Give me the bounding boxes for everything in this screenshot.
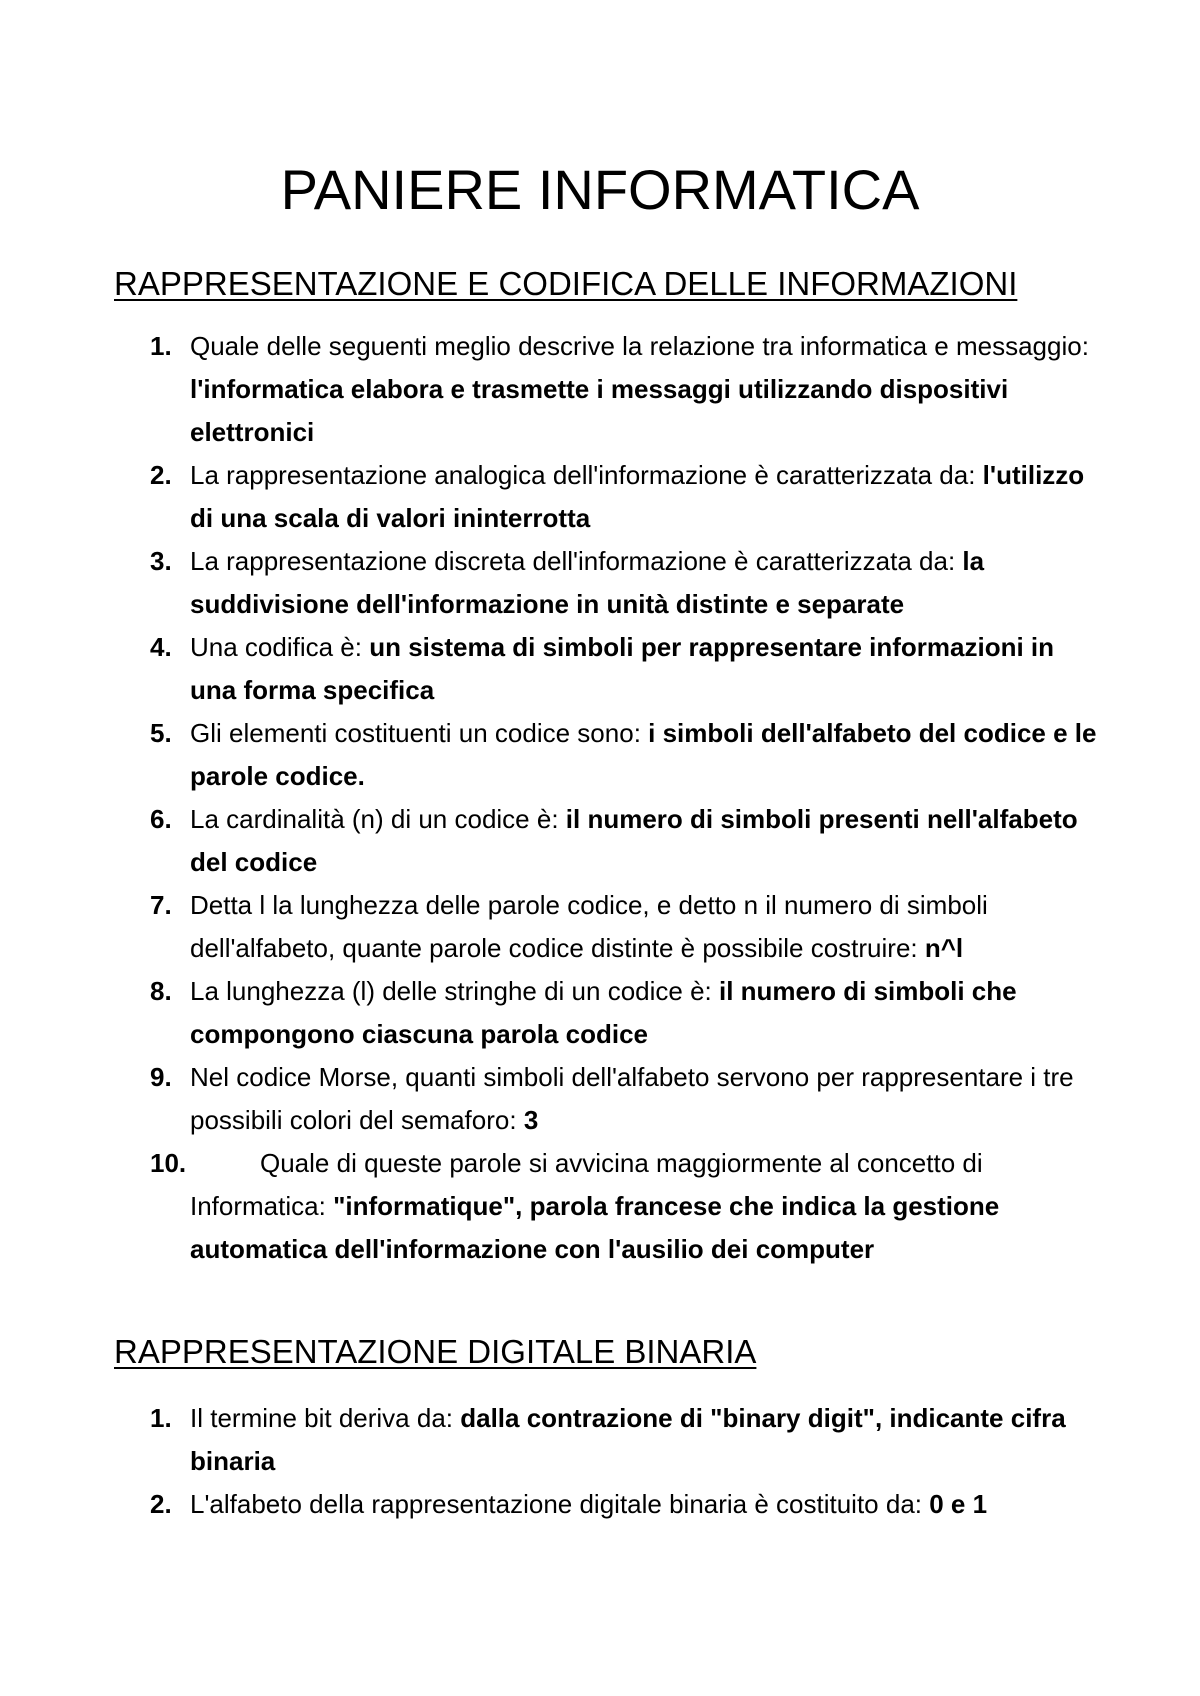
list-item xyxy=(0,884,1200,970)
document-title: PANIERE INFORMATICA xyxy=(280,158,920,221)
item-number: 4. xyxy=(150,632,172,662)
list-item xyxy=(0,1056,1200,1142)
list-item xyxy=(0,454,1200,540)
answer-text: l'informatica elabora e trasmette i messaggi utilizzando dispositivi elettronici xyxy=(190,374,1009,447)
item-number: 2. xyxy=(150,1489,172,1519)
question-text: Gli elementi costituenti un codice sono: xyxy=(190,718,649,748)
list-item xyxy=(0,325,1200,454)
item-number: 1. xyxy=(150,1403,172,1433)
list-item xyxy=(0,1483,1200,1526)
section-heading-codifica: RAPPRESENTAZIONE E CODIFICA DELLE INFORMAZIONI xyxy=(114,265,1018,302)
item-number: 1. xyxy=(150,331,172,361)
question-text: La rappresentazione discreta dell'informazione è caratterizzata da: xyxy=(190,546,963,576)
item-number: 2. xyxy=(150,460,172,490)
answer-text: n^l xyxy=(924,933,964,963)
answer-text: l'utilizzo di una scala di valori ininterrotta xyxy=(190,460,1085,533)
list-item xyxy=(0,798,1200,884)
question-list-binaria xyxy=(0,1397,1200,1526)
section-heading-binaria: RAPPRESENTAZIONE DIGITALE BINARIA xyxy=(114,1333,757,1370)
question-text: La cardinalità (n) di un codice è: xyxy=(190,804,566,834)
item-number: 7. xyxy=(150,890,172,920)
list-item xyxy=(0,712,1200,798)
answer-text: i simboli dell'alfabeto del codice e le parole codice. xyxy=(190,718,1097,791)
list-item xyxy=(0,540,1200,626)
answer-text: un sistema di simboli per rappresentare informazioni in una forma specifica xyxy=(190,632,1055,705)
answer-text: dalla contrazione di "binary digit", indicante cifra binaria xyxy=(190,1403,1066,1476)
item-number: 8. xyxy=(150,976,172,1006)
question-text: Il termine bit deriva da: xyxy=(190,1403,461,1433)
question-text: Una codifica è: xyxy=(190,632,370,662)
item-number: 5. xyxy=(150,718,172,748)
answer-text: "informatique", parola francese che indica la gestione automatica dell'informazione con l'ausilio dei computer xyxy=(190,1191,1000,1264)
item-number: 6. xyxy=(150,804,172,834)
question-text: La rappresentazione analogica dell'informazione è caratterizzata da: xyxy=(190,460,983,490)
list-item xyxy=(0,1397,1200,1483)
answer-text: la suddivisione dell'informazione in unità distinte e separate xyxy=(190,546,985,619)
list-item xyxy=(0,626,1200,712)
answer-text: il numero di simboli presenti nell'alfabeto del codice xyxy=(190,804,1078,877)
question-list-codifica xyxy=(0,325,1200,1271)
answer-text: 0 e 1 xyxy=(929,1489,988,1519)
answer-text: 3 xyxy=(523,1105,539,1135)
question-text: Quale delle seguenti meglio descrive la relazione tra informatica e messaggio: xyxy=(190,331,1089,361)
item-number: 10. xyxy=(150,1148,187,1178)
item-number: 3. xyxy=(150,546,172,576)
question-text: La lunghezza (l) delle stringhe di un codice è: xyxy=(190,976,719,1006)
list-item xyxy=(0,970,1200,1056)
question-text: Detta l la lunghezza delle parole codice, e detto n il numero di simboli dell'alfabeto, quante parole codice distinte è possibile costruire: xyxy=(190,890,988,963)
question-text: L'alfabeto della rappresentazione digitale binaria è costituito da: xyxy=(190,1489,930,1519)
item-number: 9. xyxy=(150,1062,172,1092)
answer-text: il numero di simboli che compongono ciascuna parola codice xyxy=(190,976,1017,1049)
question-text: Quale di queste parole si avvicina maggiormente al concetto di Informatica: xyxy=(190,1148,983,1221)
list-item xyxy=(0,1142,1200,1271)
question-text: Nel codice Morse, quanti simboli dell'alfabeto servono per rappresentare i tre possibili colori del semaforo: xyxy=(190,1062,1074,1135)
